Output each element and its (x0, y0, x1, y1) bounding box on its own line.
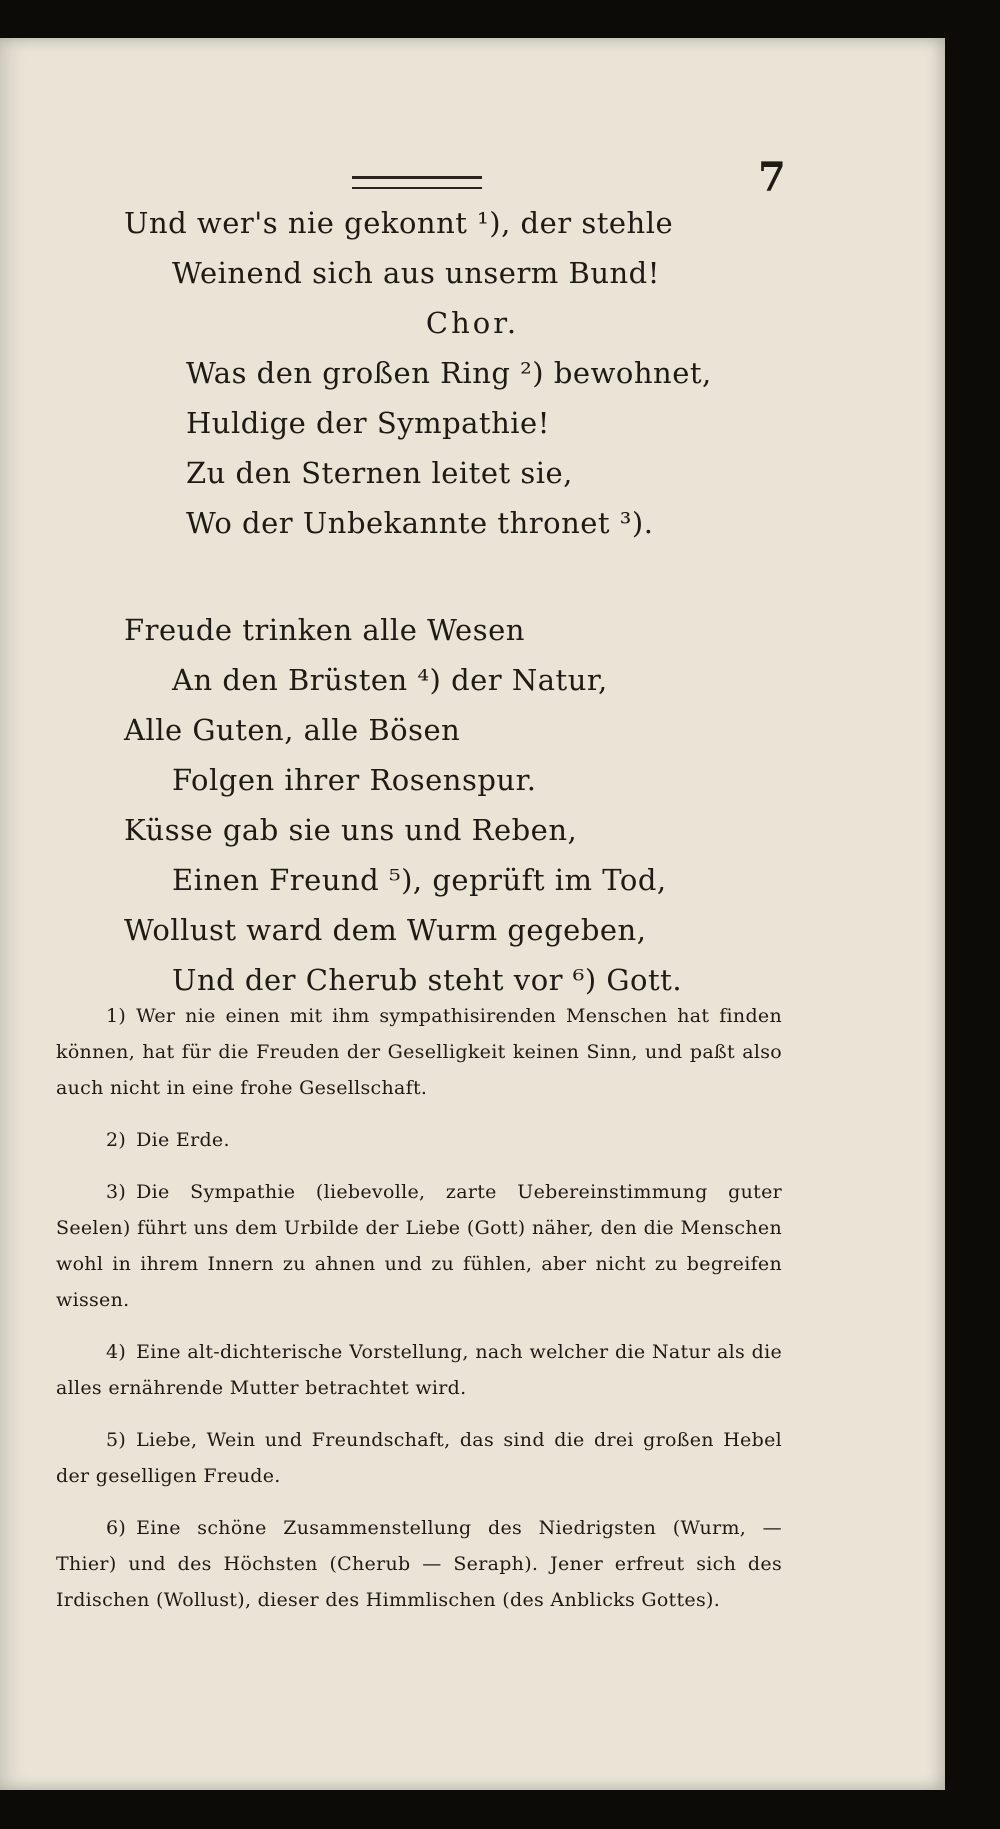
footnote-number: 3) (106, 1181, 127, 1203)
footnote (56, 1422, 782, 1494)
footnote-number: 2) (106, 1129, 127, 1151)
decorative-double-rule (352, 176, 482, 189)
verse-line: Huldige der Sympathie! (186, 406, 550, 440)
book-page (0, 38, 945, 1790)
verse-line: An den Brüsten ⁴) der Natur, (172, 663, 608, 697)
verse-line: Was den großen Ring ²) bewohnet, (186, 356, 712, 390)
footnote-text: Eine alt-dichterische Vorstellung, nach welcher die Natur als die alles ernährende Mutter betrachtet wird. (56, 1341, 782, 1399)
verse-line: Zu den Sternen leitet sie, (186, 456, 573, 490)
footnote (56, 1510, 782, 1618)
verse-line: Wo der Unbekannte thronet ³). (186, 506, 654, 540)
footnote-text: Liebe, Wein und Freundschaft, das sind die drei großen Hebel der geselligen Freude. (56, 1429, 782, 1487)
footnote (56, 998, 782, 1106)
footnote-number: 1) (106, 1005, 127, 1027)
footnote-text: Eine schöne Zusammenstellung des Niedrigsten (Wurm, — Thier) und des Höchsten (Cherub — Seraph). Jener erfreut sich des Irdischen (Wollust), dieser des Himmlischen (des Anblicks Gottes). (56, 1517, 782, 1611)
footnote-number: 6) (106, 1517, 127, 1539)
page-number: 7 (758, 154, 786, 201)
verse-line: Einen Freund ⁵), geprüft im Tod, (172, 863, 667, 897)
verse-line: Wollust ward dem Wurm gegeben, (124, 913, 647, 947)
footnote-text: Die Sympathie (liebevolle, zarte Uebereinstimmung guter Seelen) führt uns dem Urbilde der Liebe (Gott) näher, den die Menschen wohl in ihrem Innern zu ahnen und zu fühlen, aber nicht zu begreifen wissen. (56, 1181, 782, 1311)
verse-line: Und wer's nie gekonnt ¹), der stehle (124, 206, 674, 240)
verse-line: Freude trinken alle Wesen (124, 613, 525, 647)
verse-line: Folgen ihrer Rosenspur. (172, 763, 537, 797)
footnote-number: 5) (106, 1429, 127, 1451)
verse-line: Küsse gab sie uns und Reben, (124, 813, 578, 847)
verse-line: Und der Cherub steht vor ⁶) Gott. (172, 963, 683, 997)
footnotes (56, 998, 782, 1634)
footnote-text: Wer nie einen mit ihm sympathisirenden Menschen hat finden können, hat für die Freuden der Geselligkeit keinen Sinn, und paßt also auch nicht in eine frohe Gesellschaft. (56, 1005, 782, 1099)
footnote (56, 1334, 782, 1406)
footnote (56, 1174, 782, 1318)
footnote-number: 4) (106, 1341, 127, 1363)
footnote (56, 1122, 782, 1158)
chorus-label: Chor. (425, 306, 520, 340)
verse-line: Alle Guten, alle Bösen (124, 713, 461, 747)
verse-line: Weinend sich aus unserm Bund! (172, 256, 660, 290)
footnote-text: Die Erde. (136, 1129, 230, 1151)
